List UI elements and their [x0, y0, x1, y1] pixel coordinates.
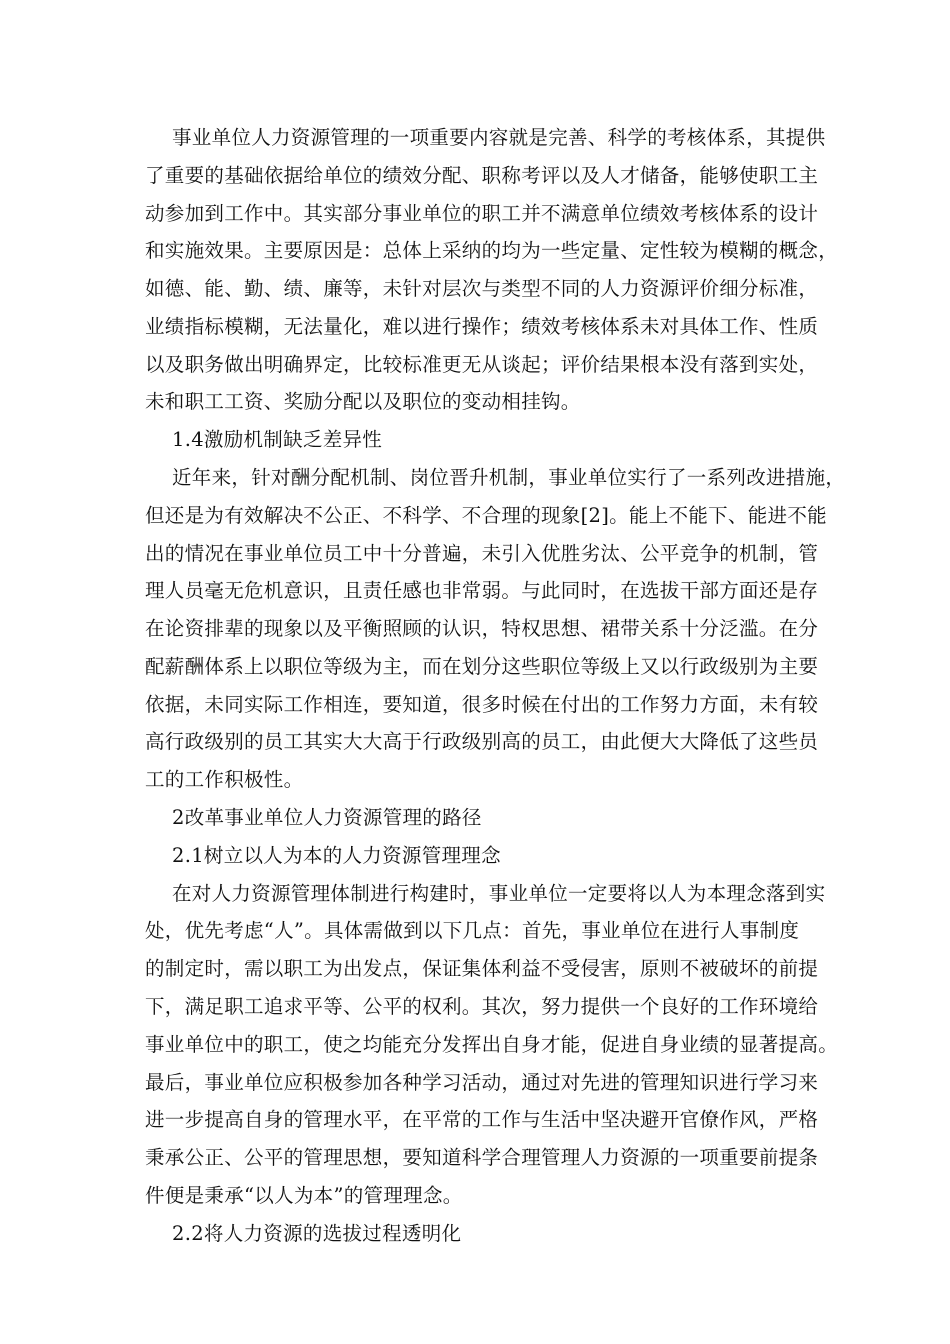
paragraph-line: 最后，事业单位应积极参加各种学习活动，通过对先进的管理知识进行学习来: [145, 1071, 819, 1094]
paragraph-line: 高行政级别的员工其实大大高于行政级别高的员工，由此便大大降低了这些员: [145, 730, 819, 753]
paragraph-line: 未和职工工资、奖励分配以及职位的变动相挂钩。: [145, 390, 581, 413]
paragraph-line: 配薪酬体系上以职位等级为主，而在划分这些职位等级上又以行政级别为主要: [145, 655, 819, 678]
paragraph-line: 业绩指标模糊，无法量化，难以进行操作；绩效考核体系未对具体工作、性质: [145, 315, 819, 338]
section-heading: 2改革事业单位人力资源管理的路径: [172, 806, 482, 829]
paragraph-line: 如德、能、勤、绩、廉等，未针对层次与类型不同的人力资源评价细分标准，: [145, 277, 819, 300]
paragraph-line: 在论资排辈的现象以及平衡照顾的认识，特权思想、裙带关系十分泛滥。在分: [145, 617, 819, 640]
section-heading: 2.2将人力资源的选拔过程透明化: [172, 1222, 462, 1245]
paragraph-line: 工的工作积极性。: [145, 768, 304, 791]
paragraph-line: 的制定时，需以职工为出发点，保证集体利益不受侵害，原则不被破坏的前提: [145, 957, 819, 980]
paragraph-line: 和实施效果。主要原因是：总体上采纳的均为一些定量、定性较为模糊的概念，: [145, 239, 839, 262]
paragraph-line: 事业单位人力资源管理的一项重要内容就是完善、科学的考核体系，其提供: [172, 126, 826, 149]
paragraph-line: 理人员毫无危机意识，且责任感也非常弱。与此同时，在选拔干部方面还是存: [145, 579, 819, 602]
paragraph-line: 但还是为有效解决不公正、不科学、不合理的现象[2]。能上不能下、能进不能: [145, 504, 827, 527]
paragraph-line: 事业单位中的职工，使之均能充分发挥出自身才能，促进自身业绩的显著提高。: [145, 1033, 839, 1056]
paragraph-line: 处，优先考虑“人”。具体需做到以下几点：首先，事业单位在进行人事制度: [145, 919, 800, 942]
paragraph-line: 近年来，针对酬分配机制、岗位晋升机制，事业单位实行了一系列改进措施，: [172, 466, 846, 489]
paragraph-line: 进一步提高自身的管理水平，在平常的工作与生活中坚决避开官僚作风，严格: [145, 1108, 819, 1131]
paragraph-line: 出的情况在事业单位员工中十分普遍，未引入优胜劣汰、公平竞争的机制，管: [145, 542, 819, 565]
paragraph-line: 件便是秉承“以人为本”的管理理念。: [145, 1184, 463, 1207]
paragraph-line: 依据，未同实际工作相连，要知道，很多时候在付出的工作努力方面，未有较: [145, 693, 819, 716]
section-heading: 2.1树立以人为本的人力资源管理理念: [172, 844, 501, 867]
paragraph-line: 动参加到工作中。其实部分事业单位的职工并不满意单位绩效考核体系的设计: [145, 202, 819, 225]
paragraph-line: 以及职务做出明确界定，比较标准更无从谈起；评价结果根本没有落到实处，: [145, 353, 819, 376]
paragraph-line: 秉承公正、公平的管理思想，要知道科学合理管理人力资源的一项重要前提条: [145, 1146, 819, 1169]
paragraph-line: 在对人力资源管理体制进行构建时，事业单位一定要将以人为本理念落到实: [172, 882, 826, 905]
paragraph-line: 了重要的基础依据给单位的绩效分配、职称考评以及人才储备，能够使职工主: [145, 164, 819, 187]
paragraph-line: 下，满足职工追求平等、公平的权利。其次，努力提供一个良好的工作环境给: [145, 995, 819, 1018]
section-heading: 1.4激励机制缺乏差异性: [172, 428, 383, 451]
